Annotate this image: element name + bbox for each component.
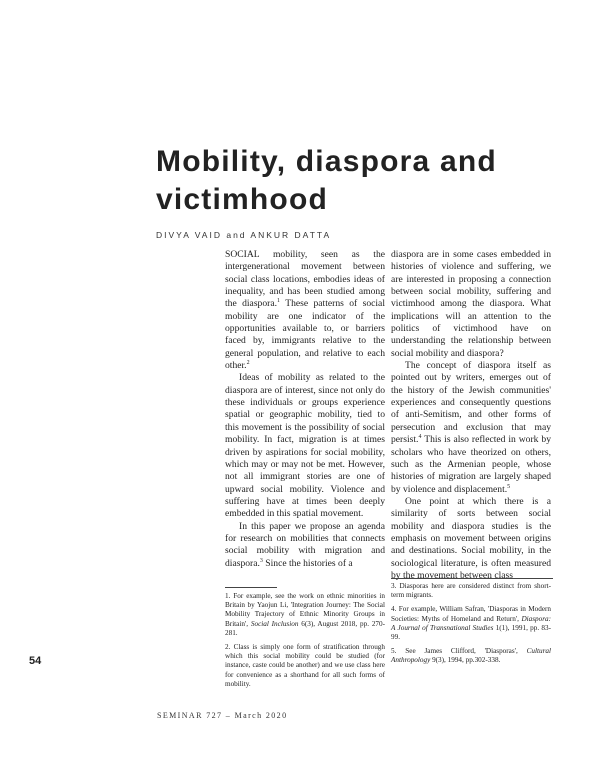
footnote-text: 1. For example, see the work on ethnic minorities in Britain by Yaojun Li, 'Integration Journey: The Social Mobility Trajectory of Ethnic Minority Groups in Britain', <box>225 592 385 628</box>
paragraph <box>225 521 385 570</box>
footnote-ref: 5 <box>507 483 511 490</box>
footnote-journal: Diaspora: A Journal of Transnational Studies <box>391 614 551 632</box>
paragraph <box>391 360 551 496</box>
footnote <box>391 647 551 665</box>
footnote <box>391 605 551 642</box>
footnote-divider <box>391 578 553 579</box>
paragraph: One point at which there is a similarity of sorts between social mobility and diaspora studies is the emphasis on movement between origins and destinations. Social mobility, in the sociological literature, is often measured by the movement between class <box>391 495 551 581</box>
paragraph-text: These patterns of social mobility are one indicator of the opportunities available to, or barriers faced by, immigrants relative to the general population, and relative to each other. <box>225 298 385 372</box>
footnote <box>225 592 385 638</box>
footnote-ref: 2 <box>246 359 250 366</box>
paragraph-text: Since the histories of a <box>262 557 353 569</box>
footnotes-left <box>225 592 385 694</box>
paragraph-text: In this paper we propose an agenda for research on mobilities that connects social mobility with migration and diaspora. <box>225 520 385 569</box>
footnote-text: 5. See James Clifford, 'Diasporas', <box>391 647 527 656</box>
article-title-line-2: victimhood <box>156 183 329 216</box>
paragraph <box>225 249 385 372</box>
footnote-text: 9(3), 1994, pp.302-338. <box>430 656 501 665</box>
footnote-ref: 4 <box>418 433 422 440</box>
body-column-right <box>391 249 551 582</box>
footnote-ref: 3 <box>259 557 263 564</box>
paragraph-text: SOCIAL mobility, seen as the intergenerational movement between social class locations, embodies ideas of inequality, and has been studied among the diaspora. <box>225 249 385 310</box>
paragraph: diaspora are in some cases embedded in histories of violence and suffering, we are interested in proposing a connection between social mobility, suffering and victimhood among the diaspora. What implications will an attention to the politics of victimhood have on understanding the relationship between social mobility and diaspora? <box>391 249 551 359</box>
footnote-ref: 1 <box>277 298 280 305</box>
footnote-text: 4. For example, William Safran, 'Diasporas in Modern Societies: Myths of Homeland and Return', <box>391 605 551 623</box>
footnote-divider <box>225 587 277 588</box>
footnote-text: 6(3), August 2018, pp. 270-281. <box>225 619 385 637</box>
article-title <box>156 143 576 219</box>
body-column-left <box>225 249 385 570</box>
article-title-line-1: Mobility, diaspora and <box>156 145 497 178</box>
page-number: 54 <box>29 655 42 667</box>
paragraph: Ideas of mobility as related to the diaspora are of interest, since not only do these individuals or groups experience spatial or geographic mobility, tied to this movement is the possibility of social mobility. In fact, migration is at times driven by aspirations for social mobility, which may or may not be met. However, not all immigrant stories are one of upward social mobility. Violence and suffering have at times been deeply embedded in this spatial movement. <box>225 372 385 520</box>
paragraph-text: The concept of diaspora itself as pointed out by writers, emerges out of the history of the Jewish communities' experiences and consequently questions of anti-Semitism, and other forms of persecution and exclusion that may persist. <box>391 360 551 446</box>
paragraph-text: This is also reflected in work by scholars who have theorized on others, such as the Armenian people, whose histories of migration are largely shaped by violence and displacement. <box>391 434 551 495</box>
footnote-text: 1(1), 1991, pp. 83-99. <box>391 623 551 642</box>
footnote-journal: Cultural Anthropology <box>391 647 551 665</box>
footnote: 3. Diasporas here are considered distinct from short-term migrants. <box>391 582 551 600</box>
footnote-journal: Social Inclusion <box>250 619 299 628</box>
journal-footer: SEMINAR 727 – March 2020 <box>157 711 288 720</box>
footnotes-right <box>391 582 551 671</box>
footnote: 2. Class is simply one form of stratification through which this social mobility could be studied (for instance, caste could be another) and we use class here for convenience as a shorthand for all such forms of mobility. <box>225 643 385 688</box>
author-byline: DIVYA VAID and ANKUR DATTA <box>156 230 332 240</box>
